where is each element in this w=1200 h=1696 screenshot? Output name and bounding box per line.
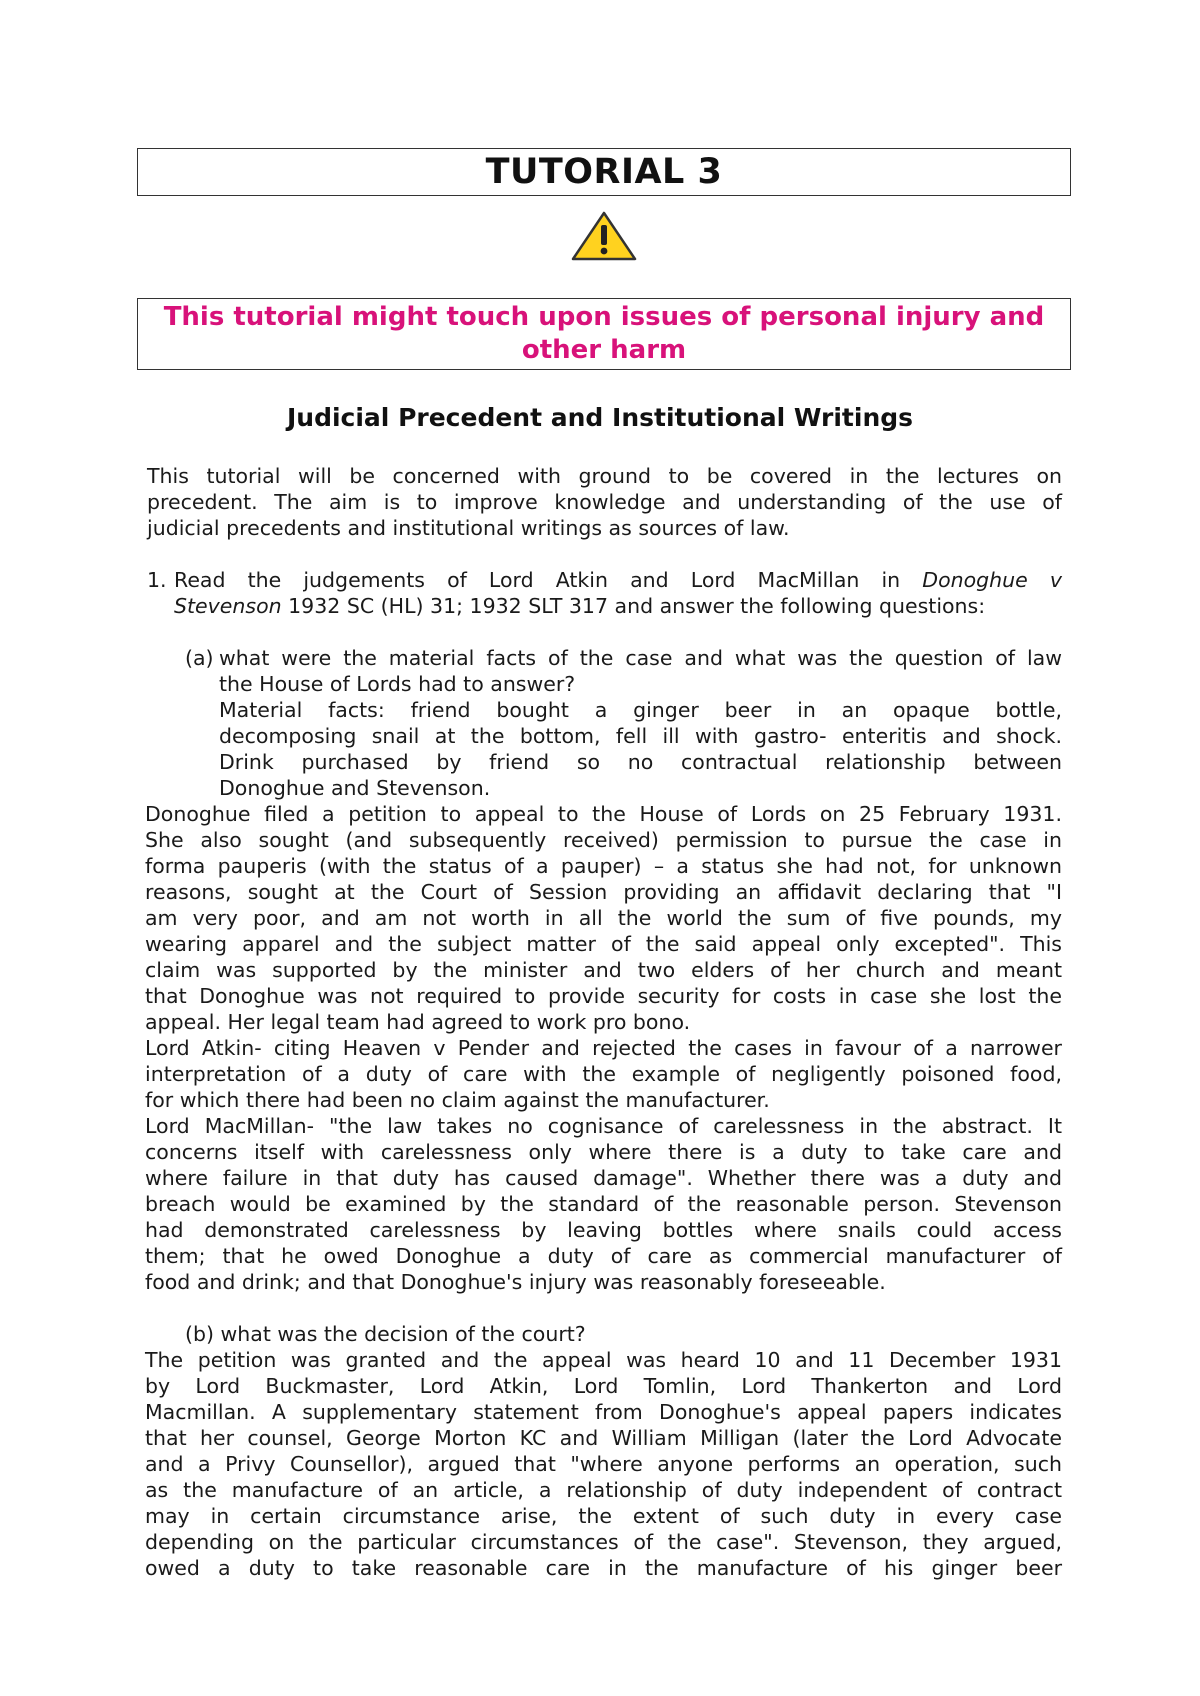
- text-line: concerns itself with carelessness only where there is a duty to take care and: [145, 1140, 1062, 1164]
- text-line: Macmillan. A supplementary statement from Donoghue's appeal papers indicates: [145, 1400, 1062, 1424]
- text-line: as the manufacture of an article, a relationship of duty independent of contract: [145, 1478, 1062, 1502]
- text-line: Material facts: friend bought a ginger beer in an opaque bottle,: [219, 698, 1062, 722]
- text-line: precedent. The aim is to improve knowledge and understanding of the use of: [147, 490, 1062, 514]
- text-line: claim was supported by the minister and two elders of her church and meant: [145, 958, 1062, 982]
- text-line: them; that he owed Donoghue a duty of care as commercial manufacturer of: [145, 1244, 1062, 1268]
- question-1-line-1: [174, 567, 1062, 593]
- sub-question-marker: (a): [185, 646, 214, 670]
- text-line: where failure in that duty has caused damage". Whether there was a duty and: [145, 1166, 1062, 1190]
- text-line: Lord Atkin- citing Heaven v Pender and rejected the cases in favour of a narrower: [145, 1036, 1062, 1060]
- text-line: depending on the particular circumstances of the case". Stevenson, they argued,: [145, 1530, 1062, 1554]
- text-line: owed a duty to take reasonable care in the manufacture of his ginger beer: [145, 1556, 1062, 1580]
- text-line: forma pauperis (with the status of a pauper) – a status she had not, for unknown: [145, 854, 1062, 878]
- content-warning: This tutorial might touch upon issues of personal injury and other harm: [137, 298, 1071, 370]
- text-line: reasons, sought at the Court of Session providing an affidavit declaring that "I: [145, 880, 1062, 904]
- text-line: breach would be examined by the standard of the reasonable person. Stevenson: [145, 1192, 1062, 1216]
- text-line: appeal. Her legal team had agreed to work pro bono.: [145, 1010, 691, 1034]
- text-line: and a Privy Counsellor), argued that "where anyone performs an operation, such: [145, 1452, 1062, 1476]
- question-number: 1.: [147, 568, 167, 592]
- question-text: 1932 SC (HL) 31; 1932 SLT 317 and answer the following questions:: [281, 594, 986, 618]
- warning-triangle-icon: [570, 210, 638, 262]
- section-heading: Judicial Precedent and Institutional Writings: [286, 403, 914, 432]
- text-line: what were the material facts of the case and what was the question of law: [219, 646, 1062, 670]
- text-line: wearing apparel and the subject matter of the said appeal only excepted". This: [145, 932, 1062, 956]
- text-line: This tutorial will be concerned with ground to be covered in the lectures on: [147, 464, 1062, 488]
- text-line: decomposing snail at the bottom, fell ill with gastro- enteritis and shock.: [219, 724, 1062, 748]
- text-line: judicial precedents and institutional writings as sources of law.: [147, 516, 790, 540]
- text-line: She also sought (and subsequently received) permission to pursue the case in: [145, 828, 1062, 852]
- text-line: had demonstrated carelessness by leaving bottles where snails could access: [145, 1218, 1062, 1242]
- text-line: that Donoghue was not required to provide security for costs in case she lost the: [145, 984, 1062, 1008]
- text-line: the House of Lords had to answer?: [219, 672, 576, 696]
- case-name: Donoghue v: [922, 568, 1062, 592]
- text-line: Donoghue filed a petition to appeal to the House of Lords on 25 February 1931.: [145, 802, 1062, 826]
- text-line: may in certain circumstance arise, the extent of such duty in every case: [145, 1504, 1062, 1528]
- text-line: Lord MacMillan- "the law takes no cognisance of carelessness in the abstract. It: [145, 1114, 1062, 1138]
- question-text: Read the judgements of Lord Atkin and Lord MacMillan in: [174, 568, 923, 592]
- text-line: Donoghue and Stevenson.: [219, 776, 491, 800]
- question-1-line-2: [174, 593, 985, 619]
- text-line: by Lord Buckmaster, Lord Atkin, Lord Tomlin, Lord Thankerton and Lord: [145, 1374, 1062, 1398]
- tutorial-title: TUTORIAL 3: [137, 148, 1071, 196]
- text-line: food and drink; and that Donoghue's injury was reasonably foreseeable.: [145, 1270, 886, 1294]
- text-line: am very poor, and am not worth in all the world the sum of five pounds, my: [145, 906, 1062, 930]
- case-name: Stevenson: [174, 594, 282, 618]
- text-line: that her counsel, George Morton KC and William Milligan (later the Lord Advocate: [145, 1426, 1062, 1450]
- text-line: Drink purchased by friend so no contractual relationship between: [219, 750, 1062, 774]
- text-line: for which there had been no claim against the manufacturer.: [145, 1088, 770, 1112]
- text-line: The petition was granted and the appeal was heard 10 and 11 December 1931: [145, 1348, 1062, 1372]
- text-line: interpretation of a duty of care with the example of negligently poisoned food,: [145, 1062, 1062, 1086]
- sub-question-b: (b) what was the decision of the court?: [185, 1322, 586, 1346]
